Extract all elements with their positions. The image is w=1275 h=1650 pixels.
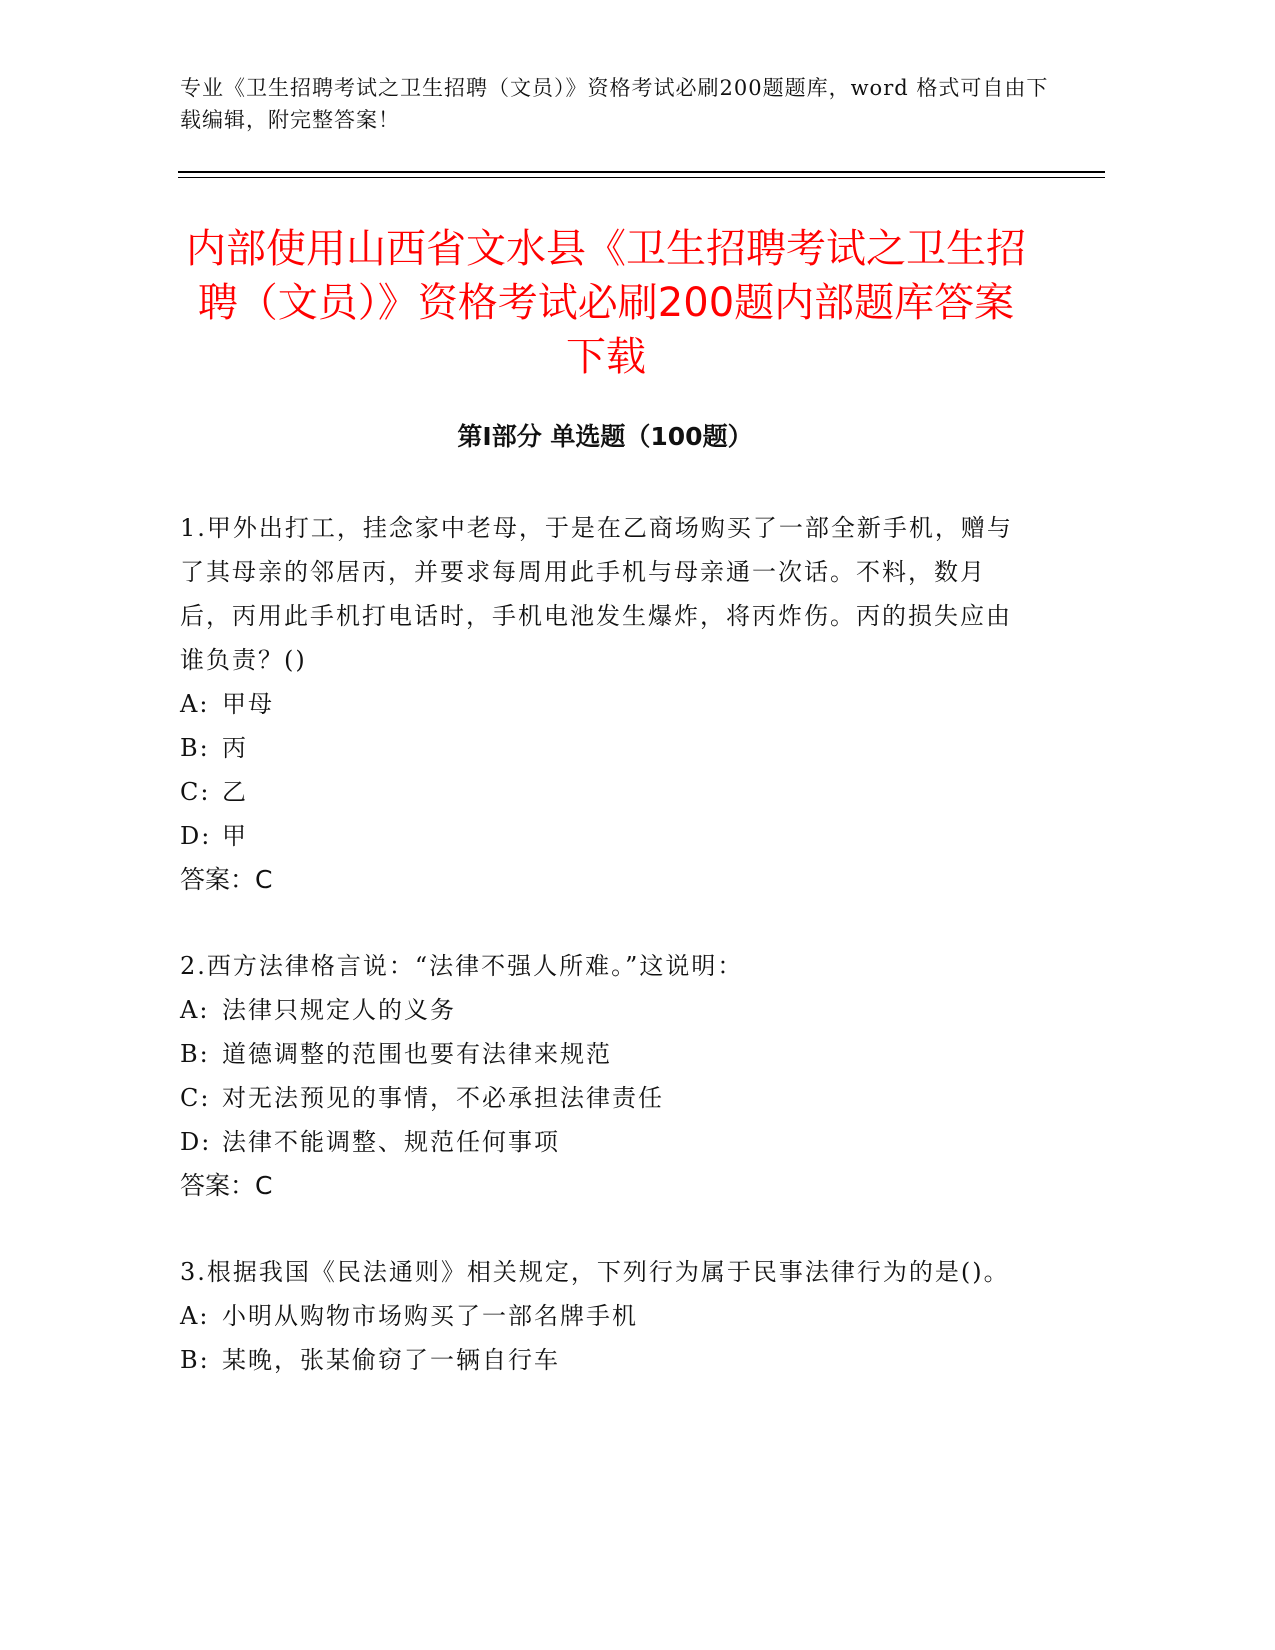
option-text: 甲 (222, 822, 248, 850)
option-key: A: (180, 996, 210, 1024)
option-a (180, 1294, 1025, 1338)
question-1 (180, 506, 1025, 902)
option-text: 法律不能调整、规范任何事项 (222, 1128, 560, 1156)
option-text: 法律只规定人的义务 (222, 996, 456, 1024)
header-rule-thick (178, 171, 1105, 173)
option-a (180, 682, 1025, 726)
option-key: B: (180, 1346, 210, 1374)
option-text: 甲母 (222, 690, 274, 718)
option-text: 乙 (222, 778, 248, 806)
question-3 (180, 1250, 1025, 1382)
option-key: C: (180, 778, 211, 806)
option-d (180, 814, 1025, 858)
option-d (180, 1120, 1025, 1164)
section-title: 第Ⅰ部分 单选题（100题） (457, 422, 753, 451)
question-text: 2.西方法律格言说：“法律不强人所难。”这说明： (180, 952, 744, 980)
question-list (180, 506, 1025, 1424)
option-text: 某晚，张某偷窃了一辆自行车 (222, 1346, 560, 1374)
header-note: 专业《卫生招聘考试之卫生招聘（文员）》资格考试必刷200题题库，word 格式可自由下载编辑，附完整答案！ (180, 76, 1049, 132)
document-title: 内部使用山西省文水县《卫生招聘考试之卫生招聘（文员）》资格考试必刷200题内部题库答案下载 (186, 226, 1026, 380)
option-b (180, 1032, 1025, 1076)
option-key: B: (180, 734, 210, 762)
header-rule-thin (178, 177, 1105, 178)
option-text: 对无法预见的事情，不必承担法律责任 (222, 1084, 664, 1112)
question-2 (180, 944, 1025, 1208)
option-key: D: (180, 1128, 212, 1156)
option-b (180, 726, 1025, 770)
option-b (180, 1338, 1025, 1382)
question-text: 3.根据我国《民法通则》相关规定，下列行为属于民事法律行为的是()。 (180, 1258, 1010, 1286)
option-text: 小明从购物市场购买了一部名牌手机 (222, 1302, 638, 1330)
question-text: 1.甲外出打工，挂念家中老母，于是在乙商场购买了一部全新手机，赠与了其母亲的邻居丙，并要求每周用此手机与母亲通一次话。不料，数月后，丙用此手机打电话时，手机电池发生爆炸，将丙炸伤。丙的损失应由谁负责？() (180, 514, 1013, 674)
option-key: C: (180, 1084, 211, 1112)
option-key: A: (180, 690, 210, 718)
option-c (180, 1076, 1025, 1120)
option-text: 道德调整的范围也要有法律来规范 (222, 1040, 612, 1068)
option-key: A: (180, 1302, 210, 1330)
option-a (180, 988, 1025, 1032)
option-text: 丙 (222, 734, 248, 762)
option-c (180, 770, 1025, 814)
answer: 答案：C (180, 1171, 273, 1200)
option-key: B: (180, 1040, 210, 1068)
answer: 答案：C (180, 865, 273, 894)
option-key: D: (180, 822, 212, 850)
